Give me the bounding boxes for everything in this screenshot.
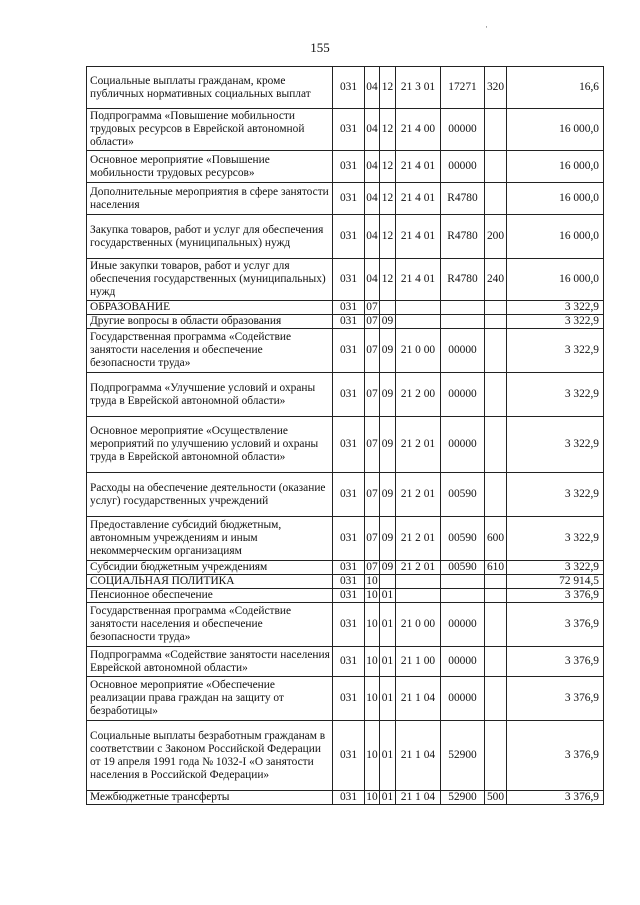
subsection-code: 09 [380, 329, 396, 373]
expense-type-code [485, 183, 507, 215]
target-article-code-2: 00000 [441, 109, 485, 151]
subsection-code: 12 [380, 183, 396, 215]
target-article-code-2: 00000 [441, 151, 485, 183]
section-code: 10 [366, 589, 378, 601]
target-article-code-2: R4780 [441, 215, 485, 259]
section-code: 07 [366, 301, 378, 313]
amount: 3 322,9 [507, 561, 604, 575]
expense-type-code [485, 473, 507, 517]
target-article-code-2 [441, 575, 485, 589]
target-article-code: 21 4 01 [396, 259, 441, 301]
expense-type-code [485, 315, 507, 329]
amount: 3 376,9 [507, 677, 604, 721]
table-row [87, 677, 604, 721]
section-code: 07 [366, 561, 378, 573]
table-row [87, 183, 604, 215]
amount: 16 000,0 [507, 183, 604, 215]
target-article-code [396, 575, 441, 589]
amount: 3 322,9 [507, 301, 604, 315]
target-article-code-2: 00590 [441, 473, 485, 517]
target-article-code: 21 2 00 [396, 373, 441, 417]
expense-type-code [485, 575, 507, 589]
subsection-code: 09 [380, 315, 396, 329]
subsection-code: 01 [380, 603, 396, 647]
section-code: 04 [365, 259, 380, 301]
section-code: 10 [365, 677, 380, 721]
amount: 16 000,0 [507, 215, 604, 259]
section-code: 10 [365, 603, 380, 647]
row-name: Основное мероприятие «Осуществление мероприятий по улучшению условий и охраны труда в Еврейской автономной области» [87, 417, 333, 473]
target-article-code: 21 4 00 [396, 109, 441, 151]
row-name: Дополнительные мероприятия в сфере занятости населения [87, 183, 333, 215]
section-code: 10 [366, 791, 378, 803]
target-article-code-2 [441, 315, 485, 329]
target-article-code-2: 00000 [441, 647, 485, 677]
subsection-code: 09 [380, 373, 396, 417]
expense-type-code: 240 [485, 259, 507, 301]
expense-type-code [485, 417, 507, 473]
table-row [87, 647, 604, 677]
section-code: 07 [365, 417, 380, 473]
grbs-code: 031 [333, 215, 365, 259]
section-code: 04 [365, 67, 380, 109]
target-article-code-2 [441, 301, 485, 315]
target-article-code [396, 589, 441, 603]
grbs-code: 031 [333, 329, 365, 373]
expense-type-code: 200 [485, 215, 507, 259]
subsection-code: 01 [380, 647, 396, 677]
section-code: 07 [365, 473, 380, 517]
row-name: Другие вопросы в области образования [87, 315, 333, 329]
expense-type-code [485, 373, 507, 417]
subsection-code: 12 [380, 215, 396, 259]
target-article-code: 21 4 01 [396, 151, 441, 183]
subsection-code: 01 [380, 589, 396, 603]
row-name: Социальные выплаты безработным гражданам в соответствии с Законом Российской Федерации от 19 апреля 1991 года № 1032-I «О занятости населения в Российской Федерации» [87, 721, 333, 791]
grbs-code: 031 [333, 151, 365, 183]
target-article-code-2: R4780 [441, 183, 485, 215]
expense-type-code [485, 109, 507, 151]
amount: 16,6 [507, 67, 604, 109]
table-row [87, 259, 604, 301]
section-code: 04 [365, 151, 380, 183]
amount: 3 322,9 [507, 329, 604, 373]
amount: 3 322,9 [507, 473, 604, 517]
grbs-code: 031 [333, 721, 365, 791]
row-name: Межбюджетные трансферты [87, 791, 333, 805]
expense-type-code [485, 301, 507, 315]
row-name: Подпрограмма «Повышение мобильности трудовых ресурсов в Еврейской автономной области» [87, 109, 333, 151]
table-row [87, 575, 604, 589]
target-article-code-2: 00000 [441, 677, 485, 721]
section-code: 07 [365, 517, 380, 561]
grbs-code: 031 [333, 259, 365, 301]
table-row [87, 109, 604, 151]
target-article-code: 21 3 01 [396, 67, 441, 109]
expense-type-code: 600 [485, 517, 507, 561]
subsection-code: 01 [380, 791, 396, 805]
subsection-code: 09 [380, 561, 396, 575]
target-article-code-2 [441, 589, 485, 603]
target-article-code-2: 00590 [441, 517, 485, 561]
amount: 3 376,9 [507, 589, 604, 603]
grbs-code: 031 [333, 67, 365, 109]
expense-type-code [485, 603, 507, 647]
expense-type-code: 610 [485, 561, 507, 575]
scan-dot: · [485, 22, 488, 32]
grbs-code: 031 [333, 603, 365, 647]
grbs-code: 031 [333, 561, 365, 575]
subsection-code: 09 [380, 517, 396, 561]
expense-type-code [485, 589, 507, 603]
section-code: 07 [365, 373, 380, 417]
table-row [87, 373, 604, 417]
subsection-code: 01 [380, 677, 396, 721]
expense-type-code [485, 151, 507, 183]
amount: 16 000,0 [507, 151, 604, 183]
expense-type-code [485, 677, 507, 721]
table-row [87, 67, 604, 109]
subsection-code: 12 [380, 151, 396, 183]
amount: 3 376,9 [507, 647, 604, 677]
table-row [87, 315, 604, 329]
amount: 3 322,9 [507, 517, 604, 561]
grbs-code: 031 [333, 183, 365, 215]
target-article-code: 21 2 01 [396, 417, 441, 473]
section-code: 07 [365, 329, 380, 373]
row-name: Субсидии бюджетным учреждениям [87, 561, 333, 575]
grbs-code: 031 [333, 473, 365, 517]
target-article-code: 21 0 00 [396, 329, 441, 373]
amount: 16 000,0 [507, 109, 604, 151]
table-row [87, 215, 604, 259]
row-name: Предоставление субсидий бюджетным, автономным учреждениям и иным некоммерческим организациям [87, 517, 333, 561]
amount: 3 322,9 [507, 315, 604, 329]
row-name: Закупка товаров, работ и услуг для обеспечения государственных (муниципальных) нужд [87, 215, 333, 259]
grbs-code: 031 [333, 677, 365, 721]
row-name: Иные закупки товаров, работ и услуг для обеспечения государственных (муниципальных) нужд [87, 259, 333, 301]
table-row [87, 473, 604, 517]
target-article-code-2: 00590 [441, 561, 485, 575]
subsection-code: 09 [380, 417, 396, 473]
amount: 3 322,9 [507, 373, 604, 417]
grbs-code: 031 [333, 589, 365, 603]
table-row [87, 603, 604, 647]
table-row [87, 301, 604, 315]
target-article-code-2: 00000 [441, 417, 485, 473]
target-article-code: 21 1 00 [396, 647, 441, 677]
target-article-code-2: R4780 [441, 259, 485, 301]
subsection-code: 01 [380, 721, 396, 791]
grbs-code: 031 [333, 315, 365, 329]
expense-type-code [485, 329, 507, 373]
table-row [87, 721, 604, 791]
grbs-code: 031 [333, 517, 365, 561]
table-row [87, 561, 604, 575]
table-row [87, 791, 604, 805]
target-article-code [396, 301, 441, 315]
subsection-code [380, 301, 396, 315]
table-row [87, 151, 604, 183]
section-code: 10 [366, 575, 378, 587]
grbs-code: 031 [333, 373, 365, 417]
table-row [87, 329, 604, 373]
row-name: Расходы на обеспечение деятельности (оказание услуг) государственных учреждений [87, 473, 333, 517]
target-article-code: 21 0 00 [396, 603, 441, 647]
table-row [87, 589, 604, 603]
amount: 16 000,0 [507, 259, 604, 301]
row-name: Основное мероприятие «Повышение мобильности трудовых ресурсов» [87, 151, 333, 183]
subsection-code: 12 [380, 67, 396, 109]
target-article-code [396, 315, 441, 329]
grbs-code: 031 [333, 647, 365, 677]
amount: 3 376,9 [507, 603, 604, 647]
section-code: 07 [366, 315, 378, 327]
target-article-code: 21 1 04 [396, 721, 441, 791]
subsection-code: 12 [380, 109, 396, 151]
target-article-code: 21 4 01 [396, 215, 441, 259]
grbs-code: 031 [333, 791, 365, 805]
table-row [87, 417, 604, 473]
grbs-code: 031 [333, 417, 365, 473]
amount: 3 322,9 [507, 417, 604, 473]
row-name: Подпрограмма «Улучшение условий и охраны труда в Еврейской автономной области» [87, 373, 333, 417]
target-article-code: 21 4 01 [396, 183, 441, 215]
row-name: Основное мероприятие «Обеспечение реализации права граждан на защиту от безработицы» [87, 677, 333, 721]
section-code: 04 [365, 215, 380, 259]
target-article-code: 21 1 04 [396, 677, 441, 721]
expense-type-code [485, 721, 507, 791]
target-article-code: 21 2 01 [396, 517, 441, 561]
subsection-code: 09 [380, 473, 396, 517]
budget-table [86, 66, 604, 805]
section-code: 10 [365, 721, 380, 791]
target-article-code-2: 00000 [441, 373, 485, 417]
row-name: Подпрограмма «Содействие занятости населения Еврейской автономной области» [87, 647, 333, 677]
target-article-code-2: 00000 [441, 603, 485, 647]
target-article-code-2: 00000 [441, 329, 485, 373]
target-article-code-2: 52900 [441, 791, 485, 805]
expense-type-code: 500 [485, 791, 507, 805]
row-name: Социальные выплаты гражданам, кроме публичных нормативных социальных выплат [87, 67, 333, 109]
grbs-code: 031 [333, 575, 365, 589]
subsection-code: 12 [380, 259, 396, 301]
section-code: 04 [365, 183, 380, 215]
amount: 3 376,9 [507, 791, 604, 805]
row-name: ОБРАЗОВАНИЕ [87, 301, 333, 315]
row-name: Пенсионное обеспечение [87, 589, 333, 603]
table-body [87, 67, 604, 805]
row-name: Государственная программа «Содействие занятости населения и обеспечение безопасности труда» [87, 329, 333, 373]
target-article-code: 21 2 01 [396, 473, 441, 517]
expense-type-code [485, 647, 507, 677]
target-article-code-2: 52900 [441, 721, 485, 791]
amount: 3 376,9 [507, 721, 604, 791]
subsection-code [380, 575, 396, 589]
expense-type-code: 320 [485, 67, 507, 109]
table-row [87, 517, 604, 561]
target-article-code-2: 17271 [441, 67, 485, 109]
grbs-code: 031 [333, 301, 365, 315]
target-article-code: 21 1 04 [396, 791, 441, 805]
target-article-code: 21 2 01 [396, 561, 441, 575]
section-code: 10 [365, 647, 380, 677]
amount: 72 914,5 [507, 575, 604, 589]
grbs-code: 031 [333, 109, 365, 151]
row-name: Государственная программа «Содействие занятости населения и обеспечение безопасности труда» [87, 603, 333, 647]
page-number: 155 [310, 40, 330, 55]
section-code: 04 [365, 109, 380, 151]
row-name: СОЦИАЛЬНАЯ ПОЛИТИКА [87, 575, 333, 589]
